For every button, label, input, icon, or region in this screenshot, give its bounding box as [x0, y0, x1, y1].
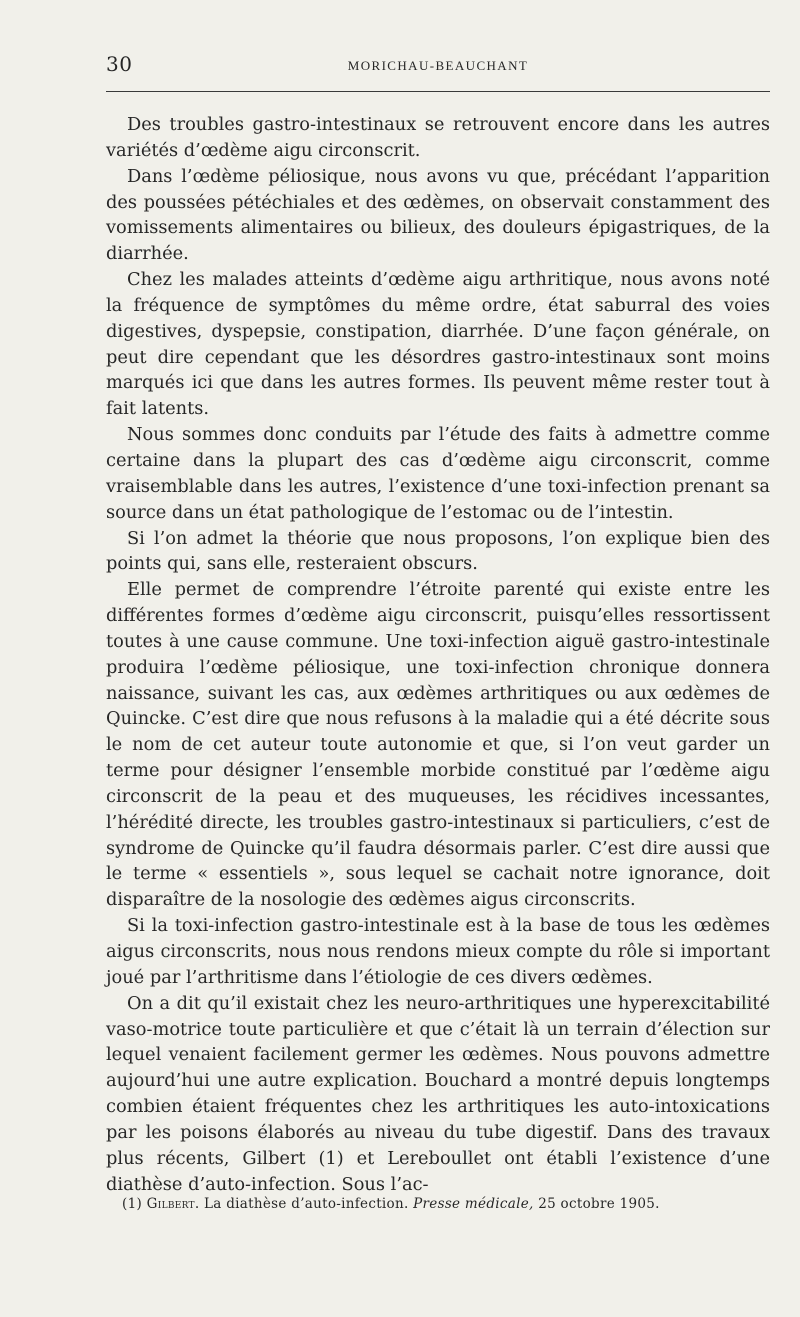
paragraph: Chez les malades atteints d’œdème aigu arthritique, nous avons noté la fréquence de symptômes du même ordre, état saburral des voies digestives, dyspepsie, constipation, diarrhée. D’une façon générale, on peut dire cependant que les désordres gastro-intestinaux sont moins marqués ici que dans les autres formes. Ils peuvent même rester tout à fait latents.: [106, 269, 770, 420]
paragraph: Si l’on admet la théorie que nous proposons, l’on explique bien des points qui, sans elle, resteraient obscurs.: [106, 527, 770, 575]
header-rule: [106, 91, 770, 92]
paragraph: Si la toxi-infection gastro-intestinale est à la base de tous les œdèmes aigus circonscrits, nous nous rendons mieux compte du rôle si important joué par l’arthritisme dans l’étiologie de ces divers œdèmes.: [106, 915, 770, 988]
footnote-marker: (1): [122, 1196, 143, 1212]
body-text: [106, 112, 770, 1197]
footnote-journal: Presse médicale,: [413, 1196, 534, 1212]
page-header: [106, 48, 770, 80]
paragraph: Elle permet de comprendre l’étroite parenté qui existe entre les différentes formes d’œdème aigu circonscrit, puisqu’elles ressortissent toutes à une cause commune. Une toxi-infection aiguë gastro-intestinale produira l’œdème péliosique, une toxi-infection chronique donnera naissance, suivant les cas, aux œdèmes arthritiques ou aux œdèmes de Quincke. C’est dire que nous refusons à la maladie qui a été décrite sous le nom de cet auteur toute autonomie et que, si l’on veut garder un terme pour désigner l’ensemble morbide constitué par l’œdème aigu circonscrit de la peau et des muqueuses, les récidives incessantes, l’hérédité directe, les troubles gastro-intestinaux si particuliers, c’est de syndrome de Quincke qu’il faudra désormais parler. C’est dire aussi que le terme « essentiels », sous lequel se cachait notre ignorance, doit disparaître de la nosologie des œdèmes aigus circonscrits.: [106, 579, 770, 911]
footnote-date: 25 octobre 1905.: [538, 1196, 660, 1212]
footnote-author: Gilbert.: [146, 1196, 200, 1212]
paragraph: Des troubles gastro-intestinaux se retrouvent encore dans les autres variétés d’œdème aigu circonscrit.: [106, 114, 770, 161]
paragraph: Nous sommes donc conduits par l’étude des faits à admettre comme certaine dans la plupart des cas d’œdème aigu circonscrit, comme vraisemblable dans les autres, l’existence d’une toxi-infection prenant sa source dans un état pathologique de l’estomac ou de l’intestin.: [106, 424, 770, 523]
footnote: [106, 1196, 770, 1212]
page-number: 30: [106, 52, 133, 76]
footnote-text: La diathèse d’auto-infection.: [204, 1196, 409, 1212]
running-head: MORICHAU-BEAUCHANT: [347, 58, 529, 73]
paragraph: On a dit qu’il existait chez les neuro-arthritiques une hyperexcitabilité vaso-motrice toute particulière et que c’était là un terrain d’élection sur lequel venaient facilement germer les œdèmes. Nous pouvons admettre aujourd’hui une autre explication. Bouchard a montré depuis longtemps combien étaient fréquentes chez les arthritiques les auto-intoxications par les poisons élaborés au niveau du tube digestif. Dans des travaux plus récents, Gilbert (1) et Lereboullet ont établi l’existence d’une diathèse d’auto-infection. Sous l’ac-: [106, 992, 770, 1195]
paragraph: Dans l’œdème péliosique, nous avons vu que, précédant l’apparition des poussées pétéchiales et des œdèmes, on observait constamment des vomissements alimentaires ou bilieux, des douleurs épigastriques, de la diarrhée.: [106, 165, 770, 265]
